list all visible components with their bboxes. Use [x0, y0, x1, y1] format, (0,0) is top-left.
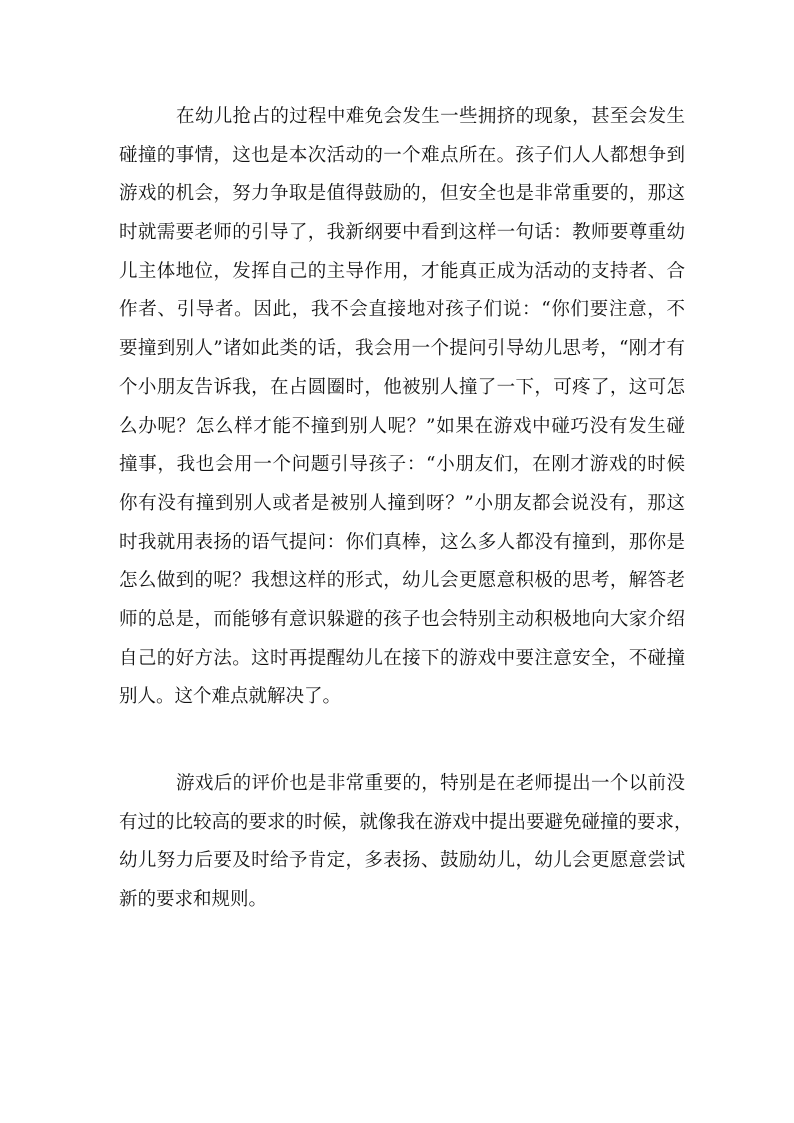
text-line: 个小朋友告诉我，在占圆圈时，他被别人撞了一下，可疼了，这可怎 [119, 376, 685, 398]
text-line: 师的总是，而能够有意识躲避的孩子也会特别主动积极地向大家介绍 [119, 608, 685, 630]
paragraph-2 [119, 765, 693, 920]
text-line: 时我就用表扬的语气提问：你们真棒，这么多人都没有撞到，那你是 [119, 531, 685, 553]
text-line: 在幼儿抢占的过程中难免会发生一些拥挤的现象，甚至会发生 [176, 106, 685, 127]
text-line: 作者、引导者。因此，我不会直接地对孩子们说：“你们要注意，不 [119, 299, 685, 321]
text-line: 别人。这个难点就解决了。 [119, 686, 342, 708]
text-line: 时就需要老师的引导了，我新纲要中看到这样一句话：教师要尊重幼 [119, 222, 685, 244]
paragraph-spacer [119, 717, 685, 765]
text-line: 碰撞的事情，这也是本次活动的一个难点所在。孩子们人人都想争到 [119, 144, 685, 166]
text-line: 有过的比较高的要求的时候，就像我在游戏中提出要避免碰撞的要求， [119, 811, 693, 833]
text-line: 么办呢？怎么样才能不撞到别人呢？”如果在游戏中碰巧没有发生碰 [119, 415, 685, 437]
text-line: 撞事，我也会用一个问题引导孩子：“小朋友们，在刚才游戏的时候 [119, 454, 685, 476]
text-line: 游戏的机会，努力争取是值得鼓励的，但安全也是非常重要的，那这 [119, 183, 685, 205]
text-line: 幼儿努力后要及时给予肯定，多表扬、鼓励幼儿，幼儿会更愿意尝试 [119, 850, 685, 872]
text-line: 儿主体地位，发挥自己的主导作用，才能真正成为活动的支持者、合 [119, 260, 685, 282]
text-line: 自己的好方法。这时再提醒幼儿在接下的游戏中要注意安全，不碰撞 [119, 647, 685, 669]
text-line: 游戏后的评价也是非常重要的，特别是在老师提出一个以前没 [176, 773, 685, 794]
text-line: 你有没有撞到别人或者是被别人撞到呀？”小朋友都会说没有，那这 [119, 492, 685, 514]
document-body [119, 98, 693, 920]
text-line: 新的要求和规则。 [119, 889, 268, 911]
paragraph-1 [119, 98, 685, 717]
text-line: 怎么做到的呢？我想这样的形式，幼儿会更愿意积极的思考，解答老 [119, 570, 685, 592]
text-line: 要撞到别人”诸如此类的话，我会用一个提问引导幼儿思考，“刚才有 [119, 338, 685, 360]
